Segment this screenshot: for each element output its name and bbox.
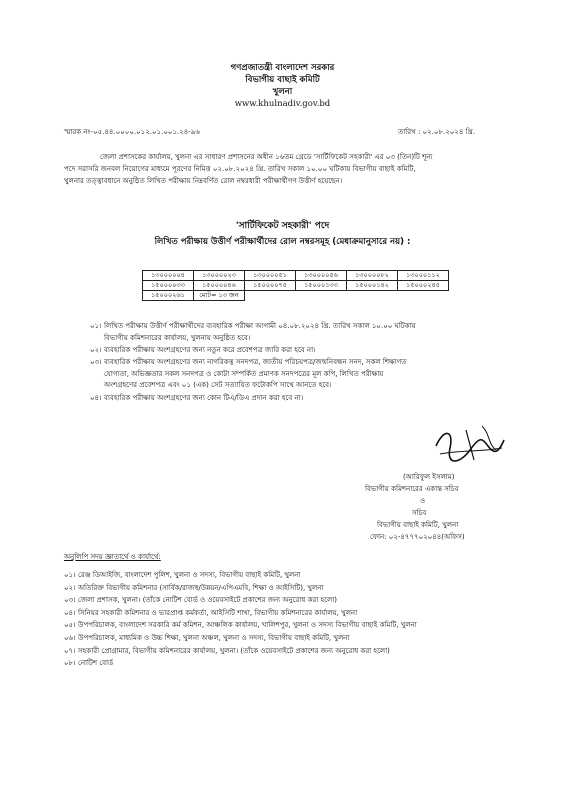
post-title: 'সার্টিফিকেট সহকারী' পদে [235,221,330,231]
intro-line-3: খুলনার তত্ত্বাবধানে অনুষ্ঠিত লিখিত পরীক্ষায় নিম্নবর্ণিত রোল নম্বরধারী পরীক্ষার্থীগণ উত্তীর্ণ হয়েছেন। [64,177,343,185]
copy-item [64,583,534,596]
copy-item [64,595,534,608]
table-row [143,281,449,291]
roll-cell: ১৫০০০০৪৬ [194,281,245,291]
instruction-number: ০২। [90,346,102,354]
instruction-number: ০১। [90,322,102,330]
signatory-designation-1: বিভাগীয় কমিশনারের একান্ত সচিব [365,485,459,493]
website-link[interactable]: www.khulnadiv.gov.bd [234,99,331,109]
signatory-name: (আরিফুল ইসলাম) [403,473,455,481]
roll-cell: ১৩০০০০৫১ [245,271,296,281]
total-cell: মোট= ১৩ জন [194,291,245,301]
copy-item [64,570,534,583]
table-row [143,271,449,281]
roll-cell: ১৩০০০০৫৬ [296,271,347,281]
instruction-item [90,357,510,393]
copy-number: ০৫। [64,621,76,630]
intro-line-1: জেলা প্রশাসকের কার্যালয়, খুলনা এর সাধারণ প্রশাসনের অধীন ১৬তম গ্রেডে 'সার্টিফিকেট সহকারী' এর ০৩ (তিন)টি শূন্য [100,153,433,161]
copy-number: ০৩। [64,596,76,605]
instruction-line: বিভাগীয় কমিশনারের কার্যালয়, খুলনায় অনুষ্ঠিত হবে। [104,333,251,342]
copy-recipient: অতিরিক্ত বিভাগীয় কমিশনার (সার্বিক/রাজস্ব/উন্নয়ন/এপিএমবি, শিক্ষা ও আইসিটি), খুলনা [78,583,324,592]
instruction-item [90,345,510,357]
copy-item [64,608,534,621]
copy-recipient: জেলা প্রশাসক, খুলনা। (তাঁকে নোটিশ বোর্ড ও ওয়েবসাইটে প্রকাশের জন্য অনুরোধ করা হলো) [78,596,337,605]
copy-recipient: সিনিয়র সহকারী কমিশনার ও ভারপ্রাপ্ত কর্মকর্তা, আইসিটি শাখা, বিভাগীয় কমিশনারের কার্যালয়, খুলনা [78,608,358,617]
government-name: গণপ্রজাতন্ত্রী বাংলাদেশ সরকার [230,63,335,73]
copy-recipient: উপপরিচালক, মাধ্যমিক ও উচ্চ শিক্ষা, খুলনা অঞ্চল, খুলনা ও সদস্য, বিভাগীয় বাছাই কমিটি, খুলনা [78,633,350,642]
roll-cell: ১৩০০০০৮২ [347,271,398,281]
roll-cell: ১৩০০০০২৩ [194,271,245,281]
instruction-line: যোগ্যতা, অভিজ্ঞতার সকল সনদপত্র ও কোটা সম্পর্কিত প্রমাণক সনদপত্রের মূল কপি, লিখিত পরীক্ষায় [104,369,384,378]
copy-recipient: নোটিশ বোর্ড [78,659,114,668]
instruction-item [90,393,510,405]
memo-number: স্মারক নং-০৫.৪৪.০০০০.০১২.০১.০০১.২৪-৯৬ [64,128,200,136]
copy-item [64,658,534,671]
signature-scribble [430,420,510,470]
result-title: লিখিত পরীক্ষায় উত্তীর্ণ পরীক্ষার্থীদের রোল নম্বরসমূহ (মেধাক্রমানুসারে নয়) : [154,237,411,247]
roll-cell: ১৫০০০২৪৫ [398,281,449,291]
copy-recipient: রেঞ্জ ডিআইজি, বাংলাদেশ পুলিশ, খুলনা ও সদস্য, বিভাগীয় বাছাই কমিটি, খুলনা [78,571,301,579]
copy-item [64,646,534,659]
instruction-line: ব্যবহারিক পরীক্ষায় অংশগ্রহণের জন্য নাগরিকত্ব সনদপত্র, জাতীয় পরিচয়পত্র/জন্মনিবন্ধন সনদ, সকল শিক্ষাগত [104,358,407,366]
instruction-line: অংশগ্রহণের প্রবেশপত্র এবং ০১ (এক) সেট সত্যায়িত ফটোকপি সাথে আনতে হবে। [104,381,332,389]
intro-line-2: পদে সরাসরি জনবল নিয়োগের মাধ্যমে পূরণের নিমিত্ত ০২.০৮.২০২৪ খ্রি. তারিখ সকাল ১০.০০ ঘটিকায় বিভাগীয় বাছাই কমিটি, [64,165,416,173]
copy-number: ০২। [64,583,76,592]
instruction-line: ব্যবহারিক পরীক্ষায় অংশগ্রহণের জন্য নতুন করে প্রবেশপত্র জারি করা হবে না। [104,346,316,354]
table-row [143,291,449,301]
copies-heading: অনুলিপি সদয় জ্ঞাতার্থে ও কার্যার্থে: [64,553,161,561]
copies-list [64,570,534,671]
roll-cell: ১৩০০০০০৪ [143,271,194,281]
instruction-number: ০৪। [90,394,102,402]
roll-cell: ১৩০০০১১২ [398,271,449,281]
instruction-line: লিখিত পরীক্ষায় উত্তীর্ণ পরীক্ষার্থীদের ব্যবহারিক পরীক্ষা আগামী ০৪.০৮.২০২৪ খ্রি. তারিখ সকাল ১০.০০ ঘটিকায় [104,322,416,330]
location-name: খুলনা [272,87,293,97]
signatory-designation-3: বিভাগীয় বাছাই কমিটি, খুলনা [377,521,459,529]
roll-number-table [142,270,449,301]
signatory-conjunction: ও [420,497,426,505]
roll-cell: ১৫০০০১৪২ [347,281,398,291]
copy-number: ০৮। [64,659,76,668]
instruction-item [90,321,510,345]
signatory-phone: ফোন: ০২-৪৭৭৭০২০৪৪(অফিস) [370,533,465,541]
copy-item [64,633,534,646]
instruction-line: ব্যবহারিক পরীক্ষায় অংশগ্রহণের জন্য কোন টিএ/ডিএ প্রদান করা হবে না। [104,394,304,402]
roll-cell: ১৫০০০২৬১ [143,291,194,301]
copy-number: ০৪। [64,608,76,617]
memo-date: তারিখ : ০২.০৮.২০২৪ খ্রি. [398,128,476,136]
committee-name: বিভাগীয় বাছাই কমিটি [245,75,320,85]
copy-item [64,620,534,633]
copy-recipient: সহকারী প্রোগ্রামার, বিভাগীয় কমিশনারের কার্যালয়, খুলনা। (তাঁকে ওয়েবসাইটে প্রকাশের জন্য অনুরোধ করা হলো) [78,646,390,655]
instruction-number: ০৩। [90,358,102,366]
roll-cell: ১৫০০০১৩৩ [296,281,347,291]
copy-number: ০১। [64,571,76,579]
roll-cell: ১৫০০০০৭৫ [245,281,296,291]
copy-number: ০৬। [64,633,76,642]
copy-number: ০৭। [64,646,76,655]
instructions-list [90,321,510,405]
signatory-designation-2: সচিব [412,509,427,517]
copy-recipient: উপপরিচালক, বাংলাদেশ সরকারি কর্ম কমিশন, আঞ্চলিক কার্যালয়, খালিশপুর, খুলনা ও সদস্য বিভাগীয় বাছাই কমিটি, খুলনা [78,621,417,630]
roll-cell: ১৫০০০০৩৩ [143,281,194,291]
